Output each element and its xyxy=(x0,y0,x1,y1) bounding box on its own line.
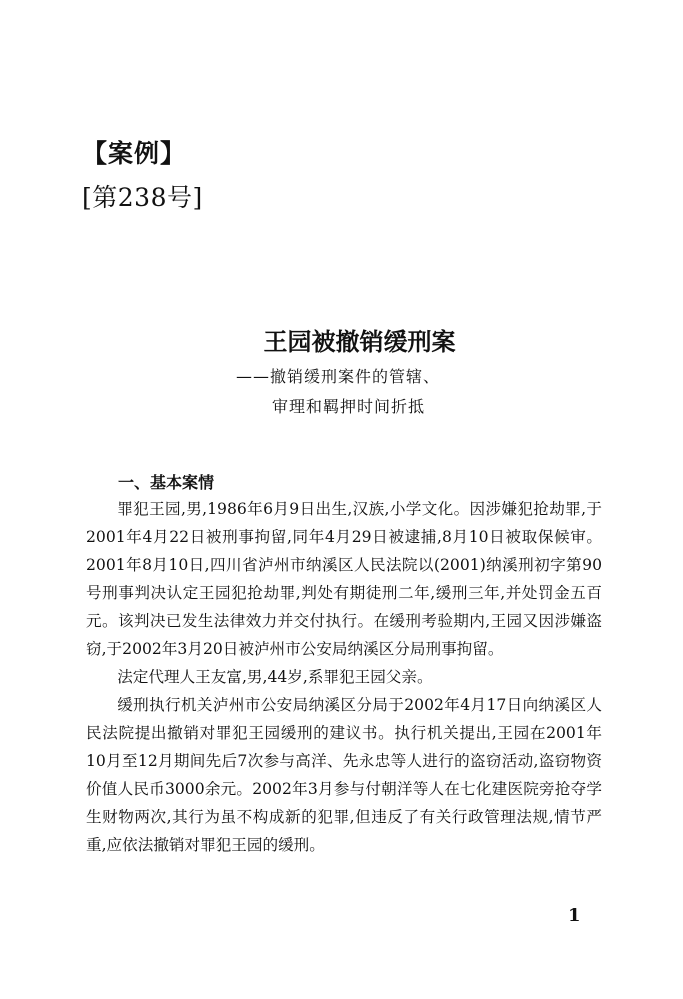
paragraph: 缓刑执行机关泸州市公安局纳溪区分局于2002年4月17日向纳溪区人民法院提出撤销对罪犯王园缓刑的建议书。执行机关提出,王园在2001年10月至12月期间先后7次参与高洋、先永忠等人进行的盗窃活动,盗窃物资价值人民币3000余元。2002年3月参与付朝洋等人在七化建医院旁抢夺学生财物两次,其行为虽不构成新的犯罪,但违反了有关行政管理法规,情节严重,应依法撤销对罪犯王园的缓刑。 xyxy=(86,696,602,854)
article-subtitle-line-2: 审理和羁押时间折抵 xyxy=(272,397,426,416)
article-subtitle-line-1: ——撤销缓刑案件的管辖、 xyxy=(236,367,441,386)
article-title: 王园被撤销缓刑案 xyxy=(263,327,456,356)
page-number: 1 xyxy=(568,905,581,926)
paragraph: 罪犯王园,男,1986年6月9日出生,汉族,小学文化。因涉嫌犯抢劫罪,于2001年4月22日被刑事拘留,同年4月29日被逮捕,8月10日被取保候审。2001年8月10日,四川省泸州市纳溪区人民法院以(2001)纳溪刑初字第90号刑事判决认定王园犯抢劫罪,判处有期徒刑二年,缓刑三年,并处罚金五百元。该判决已发生法律效力并交付执行。在缓刑考验期内,王园又因涉嫌盗窃,于2002年3月20日被泸州市公安局纳溪区分局刑事拘留。 xyxy=(86,500,602,658)
case-label: 【案例】 xyxy=(82,139,187,168)
body-text xyxy=(86,495,602,859)
case-number: [第238号] xyxy=(82,183,203,212)
section-heading: 一、基本案情 xyxy=(118,473,215,492)
paragraph: 法定代理人王友富,男,44岁,系罪犯王园父亲。 xyxy=(117,668,433,686)
